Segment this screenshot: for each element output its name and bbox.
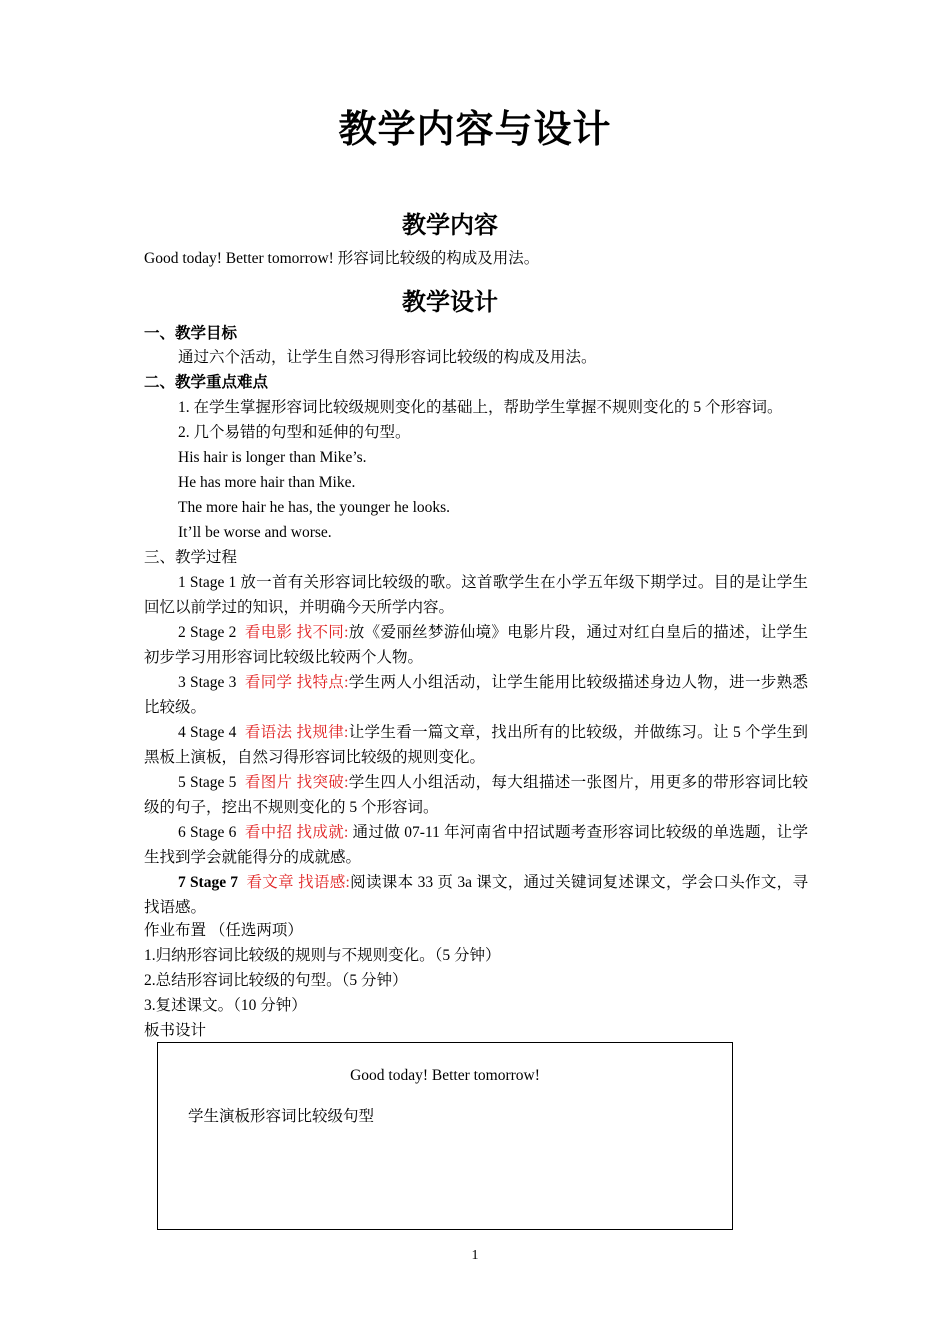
stage-text: 学生四人小组活动，每大组描述一张图片，用更多的带形容词比较级的句子，挖出不规则变化的 5 个形容词。 <box>144 774 809 816</box>
board-note: 学生演板形容词比较级句型 <box>188 1108 375 1125</box>
stage-highlight: 看电影 找不同: <box>244 624 349 641</box>
stage-label: 4 Stage 4 <box>178 724 237 741</box>
key-item: 2. 几个易错的句型和延伸的句型。 <box>178 424 411 441</box>
stage-text: 学生两人小组活动，让学生能用比较级描述身边人物，进一步熟悉比较级。 <box>144 674 809 716</box>
stage-text: 放一首有关形容词比较级的歌。这首歌学生在小学五年级下期学过。目的是让学生回忆以前学过的知识，并明确今天所学内容。 <box>144 574 809 616</box>
document-title: 教学内容与设计 <box>338 107 612 151</box>
key-item: 1. 在学生掌握形容词比较级规则变化的基础上，帮助学生掌握不规则变化的 5 个形容词。 <box>178 399 783 416</box>
stage-paragraph <box>144 620 808 670</box>
stage-label: 1 Stage 1 <box>178 574 237 591</box>
homework-heading: 作业布置 （任选两项） <box>144 922 303 939</box>
stage-highlight: 看文章 找语感: <box>246 874 350 891</box>
homework-item: 3.复述课文。（10 分钟） <box>144 997 307 1014</box>
page-number: 1 <box>471 1248 479 1263</box>
stage-paragraph <box>144 670 808 720</box>
stage-text: 让学生看一篇文章，找出所有的比较级，并做练习。让 5 个学生到黑板上演板，自然习得形容词比较级的规则变化。 <box>144 724 809 766</box>
stage-highlight: 看中招 找成就: <box>244 824 349 841</box>
stage-highlight: 看同学 找特点: <box>244 674 349 691</box>
key-heading: 二、教学重点难点 <box>144 374 269 391</box>
stage-label: 6 Stage 6 <box>178 824 237 841</box>
key-item: It’ll be worse and worse. <box>178 524 332 541</box>
stage-label: 7 Stage 7 <box>178 874 239 891</box>
stage-paragraph <box>144 820 808 870</box>
heading-teaching-content: 教学内容 <box>402 211 498 239</box>
teaching-content-text: Good today! Better tomorrow! 形容词比较级的构成及用法。 <box>144 250 540 267</box>
board-title: Good today! Better tomorrow! <box>350 1067 540 1084</box>
stage-text: 通过做 07-11 年河南省中招试题考查形容词比较级的单选题，让学生找到学会就能得分的成就感。 <box>144 824 809 866</box>
stage-paragraph <box>144 720 808 770</box>
process-heading: 三、教学过程 <box>144 549 238 566</box>
stage-highlight: 看图片 找突破: <box>244 774 349 791</box>
stage-text: 放《爱丽丝梦游仙境》电影片段，通过对红白皇后的描述，让学生初步学习用形容词比较级比较两个人物。 <box>144 624 809 666</box>
homework-item: 2.总结形容词比较级的句型。（5 分钟） <box>144 972 408 989</box>
board-heading: 板书设计 <box>144 1022 207 1039</box>
heading-teaching-design: 教学设计 <box>402 288 498 316</box>
stage-paragraph <box>144 770 808 820</box>
key-item: The more hair he has, the younger he looks. <box>178 499 451 516</box>
blackboard-design-box <box>157 1042 733 1230</box>
goal-heading: 一、教学目标 <box>144 325 238 342</box>
stage-label: 3 Stage 3 <box>178 674 237 691</box>
stage-highlight: 看语法 找规律: <box>244 724 349 741</box>
homework-item: 1.归纳形容词比较级的规则与不规则变化。（5 分钟） <box>144 947 501 964</box>
goal-text: 通过六个活动，让学生自然习得形容词比较级的构成及用法。 <box>178 349 597 366</box>
stage-paragraph <box>144 570 808 620</box>
stage-text: 阅读课本 33 页 3a 课文，通过关键词复述课文，学会口头作文，寻找语感。 <box>144 874 808 916</box>
stage-label: 5 Stage 5 <box>178 774 237 791</box>
key-item: His hair is longer than Mike’s. <box>178 449 367 466</box>
stage-label: 2 Stage 2 <box>178 624 237 641</box>
stage-paragraph <box>144 870 808 920</box>
key-item: He has more hair than Mike. <box>178 474 356 491</box>
